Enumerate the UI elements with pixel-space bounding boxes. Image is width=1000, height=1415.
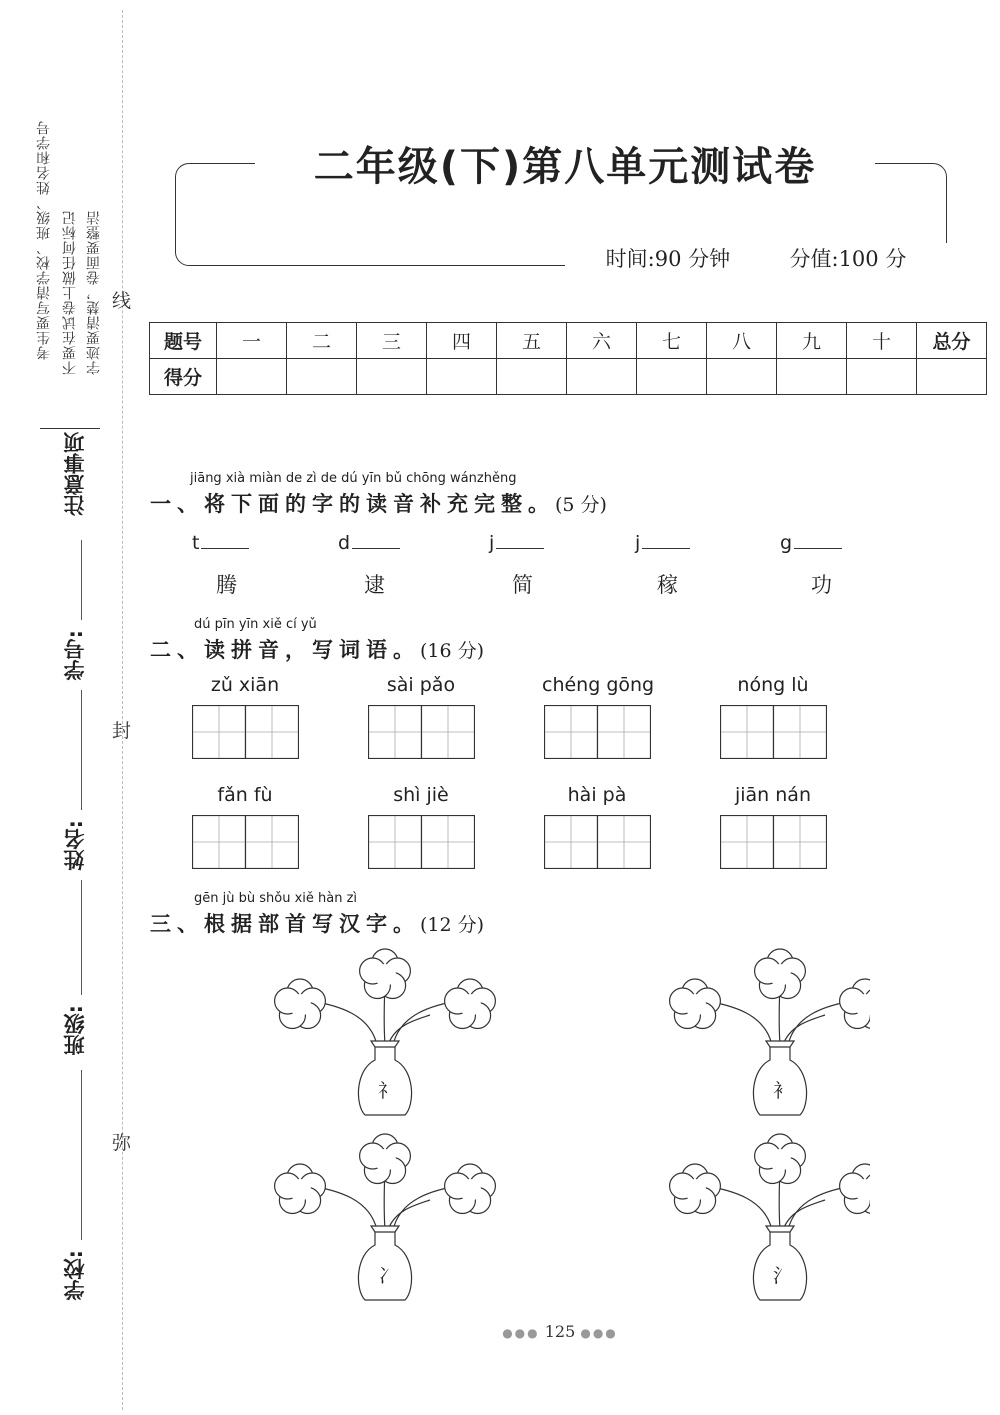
- char-4: 稼: [657, 573, 678, 597]
- writing-box[interactable]: [544, 815, 650, 868]
- char-5: 功: [811, 573, 832, 597]
- word-pinyin-1: zǔ xiān: [210, 674, 280, 696]
- word-pinyin-5: fǎn fù: [217, 784, 273, 806]
- pinyin-blank-4[interactable]: [635, 532, 690, 554]
- word-pinyin-8: jiān nán: [734, 784, 811, 806]
- section1-title-text: 一、将下面的字的读音补充完整。: [150, 492, 555, 516]
- initial-letter: j: [635, 532, 641, 554]
- notice-line-2: 不要在试卷上做任何标记: [62, 210, 78, 375]
- page-title: 二年级(下)第八单元测试卷: [255, 138, 875, 198]
- char-2: 逮: [364, 573, 385, 597]
- score-table-header-row: [150, 323, 987, 359]
- notice-divider: [40, 428, 100, 429]
- word-pinyin-2: sài pǎo: [386, 674, 456, 696]
- row-label-score: 得分: [150, 359, 217, 395]
- pinyin-blank-2[interactable]: [338, 532, 400, 554]
- section1-title: [150, 488, 607, 518]
- binding-line: [122, 10, 123, 1410]
- score-cell[interactable]: [287, 359, 357, 395]
- col-8: 八: [707, 323, 777, 359]
- school-label: 学校:: [63, 1250, 87, 1301]
- student-id-label: 学号:: [63, 630, 87, 681]
- cut-mark-line: 线: [112, 290, 132, 312]
- notice-line-3: 字迹要清楚，卷面要整洁: [86, 210, 102, 375]
- section3-title: [150, 908, 484, 938]
- score-cell[interactable]: [917, 359, 987, 395]
- exam-time: 时间:90 分钟: [605, 247, 731, 271]
- name-label: 姓名:: [63, 820, 87, 871]
- initial-letter: j: [489, 532, 495, 554]
- writing-box[interactable]: [720, 815, 826, 868]
- col-4: 四: [427, 323, 497, 359]
- page-number: 125: [544, 1322, 576, 1341]
- section1-pinyin: jiāng xià miàn de zì de dú yīn bǔ chōng wánzhěng: [190, 471, 517, 486]
- footer-dots-left: ●●●: [502, 1326, 540, 1340]
- radical-2: 衤: [773, 1080, 793, 1102]
- class-field[interactable]: [81, 880, 82, 995]
- score-cell[interactable]: [637, 359, 707, 395]
- col-1: 一: [217, 323, 287, 359]
- class-label: 班级:: [63, 1005, 87, 1056]
- score-cell[interactable]: [217, 359, 287, 395]
- school-field[interactable]: [81, 1070, 82, 1240]
- exam-meta: [565, 243, 947, 273]
- char-1: 腾: [216, 573, 237, 597]
- student-id-field[interactable]: [81, 540, 82, 620]
- section2-title: [150, 634, 484, 664]
- word-pinyin-7: hài pà: [567, 784, 627, 806]
- section2-title-text: 二、读拼音，写词语。: [150, 638, 420, 662]
- col-9: 九: [777, 323, 847, 359]
- section1-points: (5 分): [555, 494, 607, 516]
- score-cell[interactable]: [427, 359, 497, 395]
- initial-letter: t: [192, 532, 200, 554]
- row-label-number: 题号: [150, 323, 217, 359]
- answer-blank[interactable]: [201, 534, 249, 549]
- notice-label: 注意事项: [63, 432, 87, 516]
- radical-1: 礻: [378, 1080, 398, 1102]
- page-footer: [500, 1322, 620, 1341]
- writing-box[interactable]: [192, 705, 298, 758]
- score-cell[interactable]: [567, 359, 637, 395]
- radical-3: 冫: [378, 1265, 398, 1287]
- score-cell[interactable]: [777, 359, 847, 395]
- col-10: 十: [847, 323, 917, 359]
- col-2: 二: [287, 323, 357, 359]
- answer-blank[interactable]: [642, 534, 690, 549]
- name-field[interactable]: [81, 690, 82, 810]
- col-5: 五: [497, 323, 567, 359]
- word-pinyin-4: nóng lù: [737, 674, 809, 696]
- notice-line-1: 考生要写清学校、班级、姓名和学号: [36, 120, 52, 360]
- cut-mark-seal: 封: [112, 720, 132, 742]
- writing-box[interactable]: [192, 815, 298, 868]
- writing-box[interactable]: [544, 705, 650, 758]
- section3-pinyin: gēn jù bù shǒu xiě hàn zì: [194, 891, 358, 906]
- col-total: 总分: [917, 323, 987, 359]
- footer-dots-right: ●●●: [580, 1326, 618, 1340]
- writing-box[interactable]: [368, 815, 474, 868]
- section3-points: (12 分): [420, 914, 485, 936]
- initial-letter: d: [338, 532, 351, 554]
- pinyin-blank-5[interactable]: [780, 532, 842, 554]
- cut-mark-mi: 弥: [112, 1132, 132, 1154]
- col-7: 七: [637, 323, 707, 359]
- answer-blank[interactable]: [496, 534, 544, 549]
- word-pinyin-6: shì jiè: [393, 784, 449, 806]
- section2-pinyin: dú pīn yīn xiě cí yǔ: [194, 617, 317, 632]
- col-3: 三: [357, 323, 427, 359]
- pinyin-blank-3[interactable]: [489, 532, 544, 554]
- flower-vase: [670, 949, 870, 1115]
- section2-points: (16 分): [420, 640, 485, 662]
- pinyin-blank-1[interactable]: [192, 532, 249, 554]
- score-cell[interactable]: [847, 359, 917, 395]
- writing-box[interactable]: [368, 705, 474, 758]
- answer-blank[interactable]: [794, 534, 842, 549]
- flower-vase: [670, 1134, 870, 1300]
- section3-title-text: 三、根据部首写汉字。: [150, 912, 420, 936]
- answer-blank[interactable]: [352, 534, 400, 549]
- char-3: 简: [512, 573, 533, 597]
- exam-score: 分值:100 分: [789, 247, 907, 271]
- score-cell[interactable]: [707, 359, 777, 395]
- score-table: [149, 322, 987, 395]
- initial-letter: g: [780, 532, 793, 554]
- radical-4: 氵: [773, 1265, 793, 1287]
- score-cell[interactable]: [357, 359, 427, 395]
- score-cell[interactable]: [497, 359, 567, 395]
- col-6: 六: [567, 323, 637, 359]
- word-pinyin-3: chéng gōng: [542, 674, 655, 696]
- score-table-score-row: [150, 359, 987, 395]
- writing-box[interactable]: [720, 705, 826, 758]
